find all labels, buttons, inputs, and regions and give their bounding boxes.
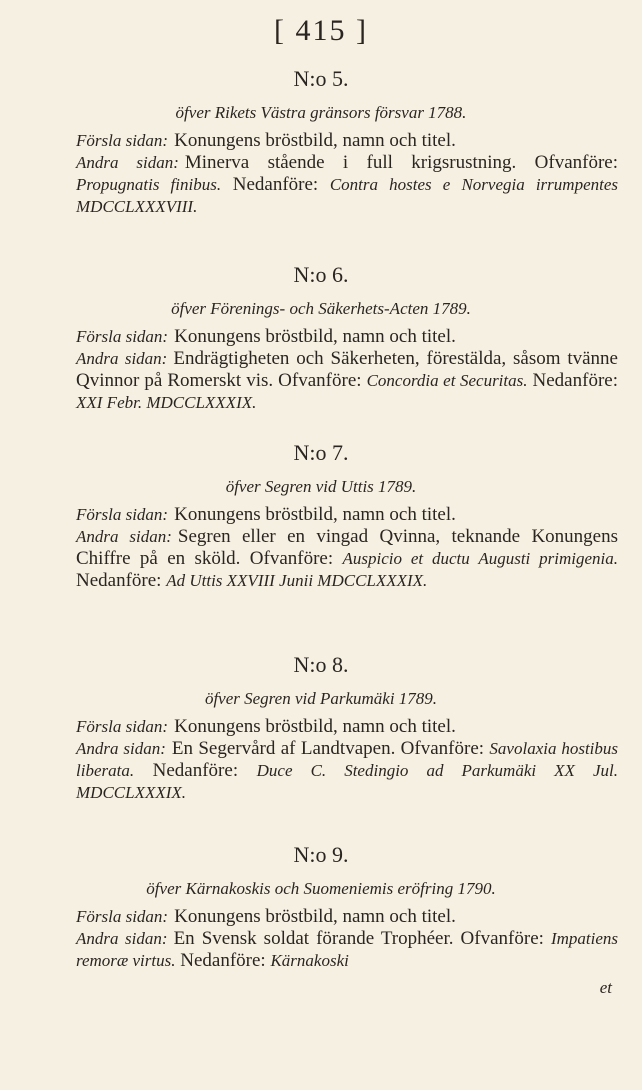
desc-text: Segren eller en vingad Qvinna, teknande Konungens Chiffre på en sköld. Ofvanföre: (76, 526, 619, 569)
first-side-label: Försla sidan: (76, 327, 169, 346)
desc-text: En Svensk soldat förande Trophéer. Ofvanföre: (173, 928, 551, 949)
second-side-label: Andra sidan: (76, 527, 172, 546)
first-side (0, 504, 642, 526)
desc-text: Nedanföre: (175, 950, 271, 971)
entry-6 (0, 262, 642, 414)
desc-text: Nedanföre: (527, 370, 618, 391)
entry-number: N:o 8. (293, 652, 349, 677)
inscription-above: Savolaxia hostibus liberata. (76, 739, 619, 780)
first-side (0, 326, 642, 348)
first-side-text: Konungens bröstbild, namn och titel. (174, 716, 456, 737)
entry-9 (0, 842, 642, 972)
entry-title: öfver Segren vid Uttis 1789. (225, 477, 417, 496)
first-side (0, 906, 642, 928)
entry-5 (0, 66, 642, 218)
first-side-text: Konungens bröstbild, namn och titel. (174, 504, 456, 525)
second-side (0, 738, 642, 804)
first-side-text: Konungens bröstbild, namn och titel. (174, 906, 456, 927)
first-side-label: Försla sidan: (76, 131, 169, 150)
first-side (0, 716, 642, 738)
second-side (0, 928, 642, 972)
first-side-label: Försla sidan: (76, 505, 169, 524)
desc-text: Endrägtigheten och Säkerheten, förestälda, såsom tvänne Qvinnor på Romerskt vis. Ofvanföre: (76, 348, 618, 391)
desc-text: Nedanföre: (221, 174, 330, 195)
entry-title: öfver Segren vid Parkumäki 1789. (204, 689, 438, 708)
second-side (0, 348, 642, 414)
inscription-below: XXI Febr. MDCCLXXXIX. (76, 393, 257, 412)
first-side-label: Försla sidan: (76, 717, 169, 736)
inscription-below: Ad Uttis XXVIII Junii MDCCLXXXIX. (166, 571, 428, 590)
entry-number: N:o 9. (293, 842, 349, 867)
first-side-text: Konungens bröstbild, namn och titel. (174, 130, 456, 151)
entry-number: N:o 5. (293, 66, 349, 91)
entry-title: öfver Rikets Västra gränsors försvar 1788. (175, 103, 467, 122)
entry-8 (0, 652, 642, 804)
catchword: et (599, 978, 612, 997)
entry-number: N:o 7. (293, 440, 349, 465)
inscription-above: Impatiens remoræ virtus. (76, 929, 619, 970)
second-side-label: Andra sidan: (76, 739, 166, 758)
desc-text: En Segervård af Landtvapen. Ofvanföre: (171, 738, 490, 759)
page-number: [ 415 ] (274, 14, 368, 47)
second-side-label: Andra sidan: (76, 349, 168, 368)
inscription-below: Kärnakoski (270, 951, 349, 970)
entry-title: öfver Kärnakoskis och Suomeniemis eröfring 1790. (146, 879, 496, 898)
second-side-label: Andra sidan: (76, 929, 168, 948)
inscription-below: Duce C. Stedingio ad Parkumäki XX Jul. MDCCLXXXIX. (76, 761, 618, 802)
desc-text: Minerva stående i full krigsrustning. Ofvanföre: (184, 152, 618, 173)
entry-number: N:o 6. (293, 262, 349, 287)
inscription-above: Concordia et Securitas. (366, 371, 528, 390)
first-side-label: Försla sidan: (76, 907, 169, 926)
desc-text: Nedanföre: (134, 760, 257, 781)
entry-title: öfver Förenings- och Säkerhets-Acten 1789. (171, 299, 471, 318)
entry-7 (0, 440, 642, 592)
inscription-below: Contra hostes e Norvegia irrumpentes MDCCLXXXVIII. (76, 175, 618, 216)
second-side (0, 152, 642, 218)
first-side (0, 130, 642, 152)
second-side (0, 526, 642, 592)
inscription-above: Auspicio et ductu Augusti primigenia. (342, 549, 618, 568)
second-side-label: Andra sidan: (76, 153, 179, 172)
desc-text: Nedanföre: (76, 570, 167, 591)
inscription-above: Propugnatis finibus. (76, 175, 222, 194)
first-side-text: Konungens bröstbild, namn och titel. (174, 326, 456, 347)
